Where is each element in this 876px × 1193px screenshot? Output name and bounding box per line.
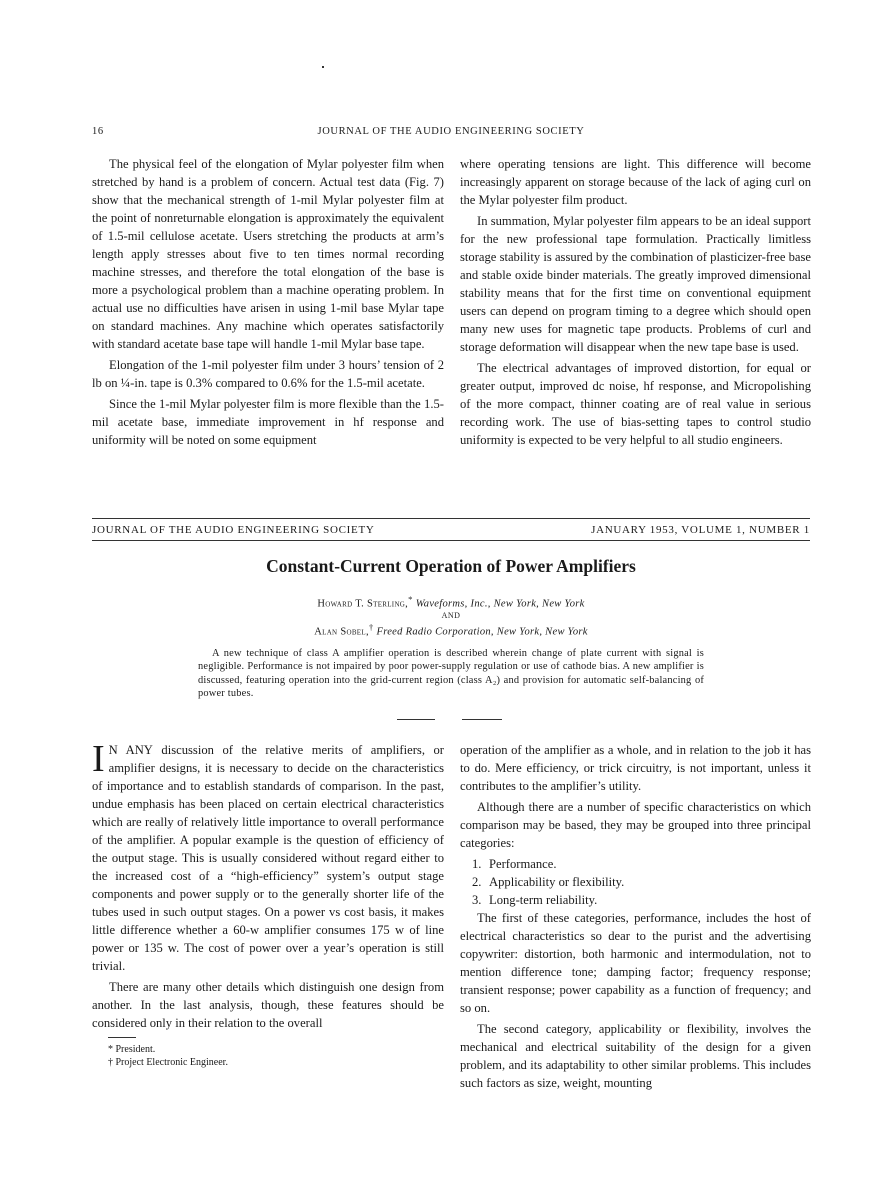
list-label: Long-term reliability. <box>489 893 598 907</box>
author-conjunction: AND <box>441 611 461 620</box>
article-left-column <box>92 738 444 1032</box>
body-paragraph: Although there are a number of specific characteristics on which comparison may be based, they may be grouped into three principal categories: <box>460 800 811 850</box>
scan-speck <box>322 66 324 68</box>
footnote-mark: † <box>368 622 374 632</box>
list-item <box>472 873 811 891</box>
author-affiliation: Waveforms, Inc., New York, New York <box>415 598 585 610</box>
issue-bar <box>92 524 810 540</box>
list-label: Applicability or flexibility. <box>489 875 625 889</box>
author-byline-1 <box>92 594 810 610</box>
abstract-rule-left <box>397 719 435 720</box>
list-item <box>472 891 811 909</box>
footnote: * President. <box>108 1044 156 1055</box>
list-number: 2. <box>472 875 482 889</box>
issue-bar-journal: JOURNAL OF THE AUDIO ENGINEERING SOCIETY <box>92 524 375 536</box>
footnote-mark: * <box>408 594 413 604</box>
abstract-text: A new technique of class A amplifier operation is described wherein change of plate current with signal is negligible. Performance is not impaired by poor power-supply regulation or use of cathode bias. A new amplifier is discussed, featuring operation into the grid-current region (class A₂) and provision for automatic self-balancing of power tubes. <box>198 648 704 700</box>
section-divider-top <box>92 518 810 519</box>
list-number: 3. <box>472 893 482 907</box>
running-head-title: JOURNAL OF THE AUDIO ENGINEERING SOCIETY <box>317 126 585 137</box>
previous-article-left-column <box>92 155 444 449</box>
body-paragraph: In summation, Mylar polyester film appears to be an ideal support for the new professional tape formulation. Practically limitless storage stability is assured by the combination of plasticizer-free base and stable oxide binder materials. The greatly improved dimensional stability means that for the first time on conventional equipment users can depend on program timing to a degree which should open many new uses for magnetic tape products. Problems of curl and storage deformation will disappear when the new tape base is used. <box>460 214 811 354</box>
author-byline-2 <box>92 622 810 638</box>
opening-paragraph <box>92 738 444 975</box>
author-affiliation: Freed Radio Corporation, New York, New York <box>376 626 588 638</box>
section-divider-bottom <box>92 540 810 541</box>
footnote: † Project Electronic Engineer. <box>108 1056 228 1068</box>
list-item <box>472 855 811 873</box>
body-paragraph: The second category, applicability or flexibility, involves the mechanical and electrical suitability of the design for a given problem, and its adaptability to other similar problems. This includes such factors as size, weight, mounting <box>460 1022 811 1090</box>
abstract-rule-right <box>462 719 502 720</box>
article-right-column <box>460 741 811 1092</box>
footnote-rule <box>108 1037 136 1038</box>
body-paragraph: There are many other details which distinguish one design from another. In the last analysis, though, these features should be considered only in their relation to the overall <box>92 980 444 1030</box>
body-paragraph: Elongation of the 1-mil polyester film under 3 hours’ tension of 2 lb on ¼-in. tape is 0.3% compared to 0.6% for the 1.5-mil acetate. <box>92 358 444 390</box>
category-list <box>460 855 811 909</box>
abstract <box>198 647 704 701</box>
previous-article-right-column <box>460 155 811 449</box>
drop-cap: I <box>92 738 105 780</box>
body-paragraph: Since the 1-mil Mylar polyester film is more flexible than the 1.5-mil acetate base, immediate improvement in hf response and uniformity will be noted on some equipment <box>92 397 444 447</box>
issue-bar-issue: JANUARY 1953, VOLUME 1, NUMBER 1 <box>591 524 810 536</box>
page-number: 16 <box>92 126 104 137</box>
list-number: 1. <box>472 857 482 871</box>
footnotes <box>108 1044 408 1069</box>
author-name: Alan Sobel, <box>314 626 369 638</box>
body-paragraph: The electrical advantages of improved distortion, for equal or greater output, improved dc noise, hf response, and Micropolishing of the more compact, thinner coating are of real value in serious recording work. The use of bias-setting tapes to control studio uniformity is expected to be very helpful to all studio engineers. <box>460 361 811 447</box>
running-head <box>92 126 810 142</box>
body-paragraph: The first of these categories, performance, includes the host of electrical characteristics so dear to the purist and the advertising copywriter: distortion, both harmonic and intermodulation, not to mention difference tone; damping factor; frequency response; transient response; power capability as a function of frequency; and so on. <box>460 911 811 1015</box>
body-paragraph: where operating tensions are light. This difference will become increasingly apparent on storage because of the lack of aging curl on the Mylar polyester film product. <box>460 157 811 207</box>
body-paragraph: The physical feel of the elongation of Mylar polyester film when stretched by hand is a problem of concern. Actual test data (Fig. 7) show that the mechanical strength of 1-mil Mylar polyester film at the point of nonreturnable elongation is approximately the equivalent of 1.5-mil cellulose acetate. Users stretching the products at arm’s length apply stresses about five to ten times normal recording machine stresses, and therefore the total elongation of the base is more a psychological problem than a machine operating problem. In actual use no difficulties have arisen in using 1-mil base Mylar tape on standard machines. Any machine which operates satisfactorily with standard acetate base tape will handle 1-mil Mylar base tape. <box>92 157 444 351</box>
opening-text: discussion of the relative merits of amplifiers, or amplifier designs, it is necessary to decide on the characteristics of importance and to establish standards of comparison. In the past, undue emphasis has been placed on certain electrical characteristics which are really of relatively little importance to overall performance of the amplifier. A popular example is the question of efficiency of the output stage. This is usually considered without regard either to the increased cost of a “high-efficiency” system’s output stage components and power supply or to the generally shorter life of the tubes used in such output stages. On a power vs cost basis, it makes little difference whether a 60-w amplifier consumes 175 w of line power or 135 w. The cost of power over a year’s operation is still trivial. <box>92 743 444 973</box>
author-name: Howard T. Sterling, <box>317 598 409 610</box>
lead-in-caps: N ANY <box>108 743 153 757</box>
body-paragraph: operation of the amplifier as a whole, and in relation to the job it has to do. Mere efficiency, or trick circuitry, is not important, unless it contributes to the amplifier’s utility. <box>460 743 811 793</box>
list-label: Performance. <box>489 857 557 871</box>
article-title: Constant-Current Operation of Power Amplifiers <box>266 556 636 576</box>
